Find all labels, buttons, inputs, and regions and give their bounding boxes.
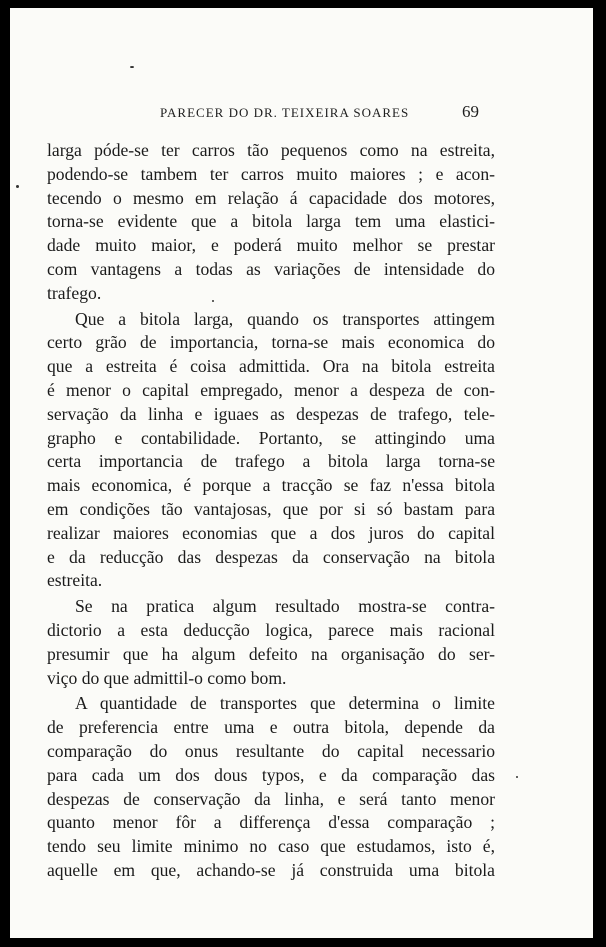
scan-speck [212, 300, 214, 302]
text-line: trafego. [47, 282, 102, 303]
text-line: dade muito maior, e poderá muito melhor se prestar [47, 235, 495, 256]
scan-speck [16, 185, 19, 188]
text-line: grapho e contabilidade. Portanto, se attingindo uma [47, 427, 495, 448]
text-line: viço do que admittil-o como bom. [47, 667, 287, 688]
paragraph [47, 139, 495, 306]
paragraph [47, 692, 495, 882]
text-line: que a estreita é coisa admittida. Ora na bitola estreita [47, 356, 495, 377]
page-number: 69 [462, 102, 479, 121]
text-line: estreita. [47, 570, 103, 591]
scan-speck [516, 776, 518, 778]
text-line: tecendo o mesmo em relação á capacidade dos motores, [47, 187, 495, 208]
text-line: e da reducção das despezas da conservação na bitola [47, 546, 495, 567]
body-text [47, 139, 495, 883]
text-line: com vantagens a todas as variações de intensidade do [47, 258, 495, 279]
paragraph [47, 595, 495, 690]
text-line: Que a bitola larga, quando os transportes attingem [75, 308, 495, 329]
text-line: servação da linha e iguaes as despezas de trafego, tele- [47, 403, 495, 424]
book-page [10, 8, 593, 938]
text-line: presumir que ha algum defeito na organisação do ser- [47, 643, 495, 664]
text-line: Se na pratica algum resultado mostra-se contra- [75, 596, 495, 617]
text-line: tendo seu limite minimo no caso que estudamos, isto é, [47, 836, 495, 857]
text-line: dictorio a esta deducção logica, parece mais racional [47, 619, 495, 640]
text-line: larga póde-se ter carros tão pequenos como na estreita, [47, 140, 495, 160]
text-line: aquelle em que, achando-se já construida uma bitola [47, 859, 495, 880]
text-line: certo grão de importancia, torna-se mais economica do [47, 332, 495, 353]
text-line: é menor o capital empregado, menor a despeza de con- [47, 379, 495, 400]
paragraph [47, 308, 495, 594]
text-line: comparação do onus resultante do capital necessario [47, 740, 495, 761]
text-line: em condições tão vantajosas, que por si só bastam para [47, 498, 495, 519]
text-line: mais economica, é porque a tracção se faz n'essa bitola [47, 475, 495, 496]
text-line: A quantidade de transportes que determina o limite [75, 693, 495, 714]
text-line: de preferencia entre uma e outra bitola, depende da [47, 717, 495, 738]
running-head: PARECER DO DR. TEIXEIRA SOARES [160, 105, 410, 120]
text-line: para cada um dos dous typos, e da comparação das [47, 764, 495, 785]
text-line: podendo-se tambem ter carros muito maiores ; e acon- [47, 163, 495, 184]
text-line: quanto menor fôr a differença d'essa comparação ; [47, 812, 495, 833]
text-line: realizar maiores economias que a dos juros do capital [47, 522, 495, 543]
scan-speck [130, 66, 134, 68]
text-line: despezas de conservação da linha, e será tanto menor [47, 788, 495, 809]
text-line: torna-se evidente que a bitola larga tem uma elastici- [47, 211, 495, 232]
text-line: certa importancia de trafego a bitola larga torna-se [47, 451, 495, 472]
